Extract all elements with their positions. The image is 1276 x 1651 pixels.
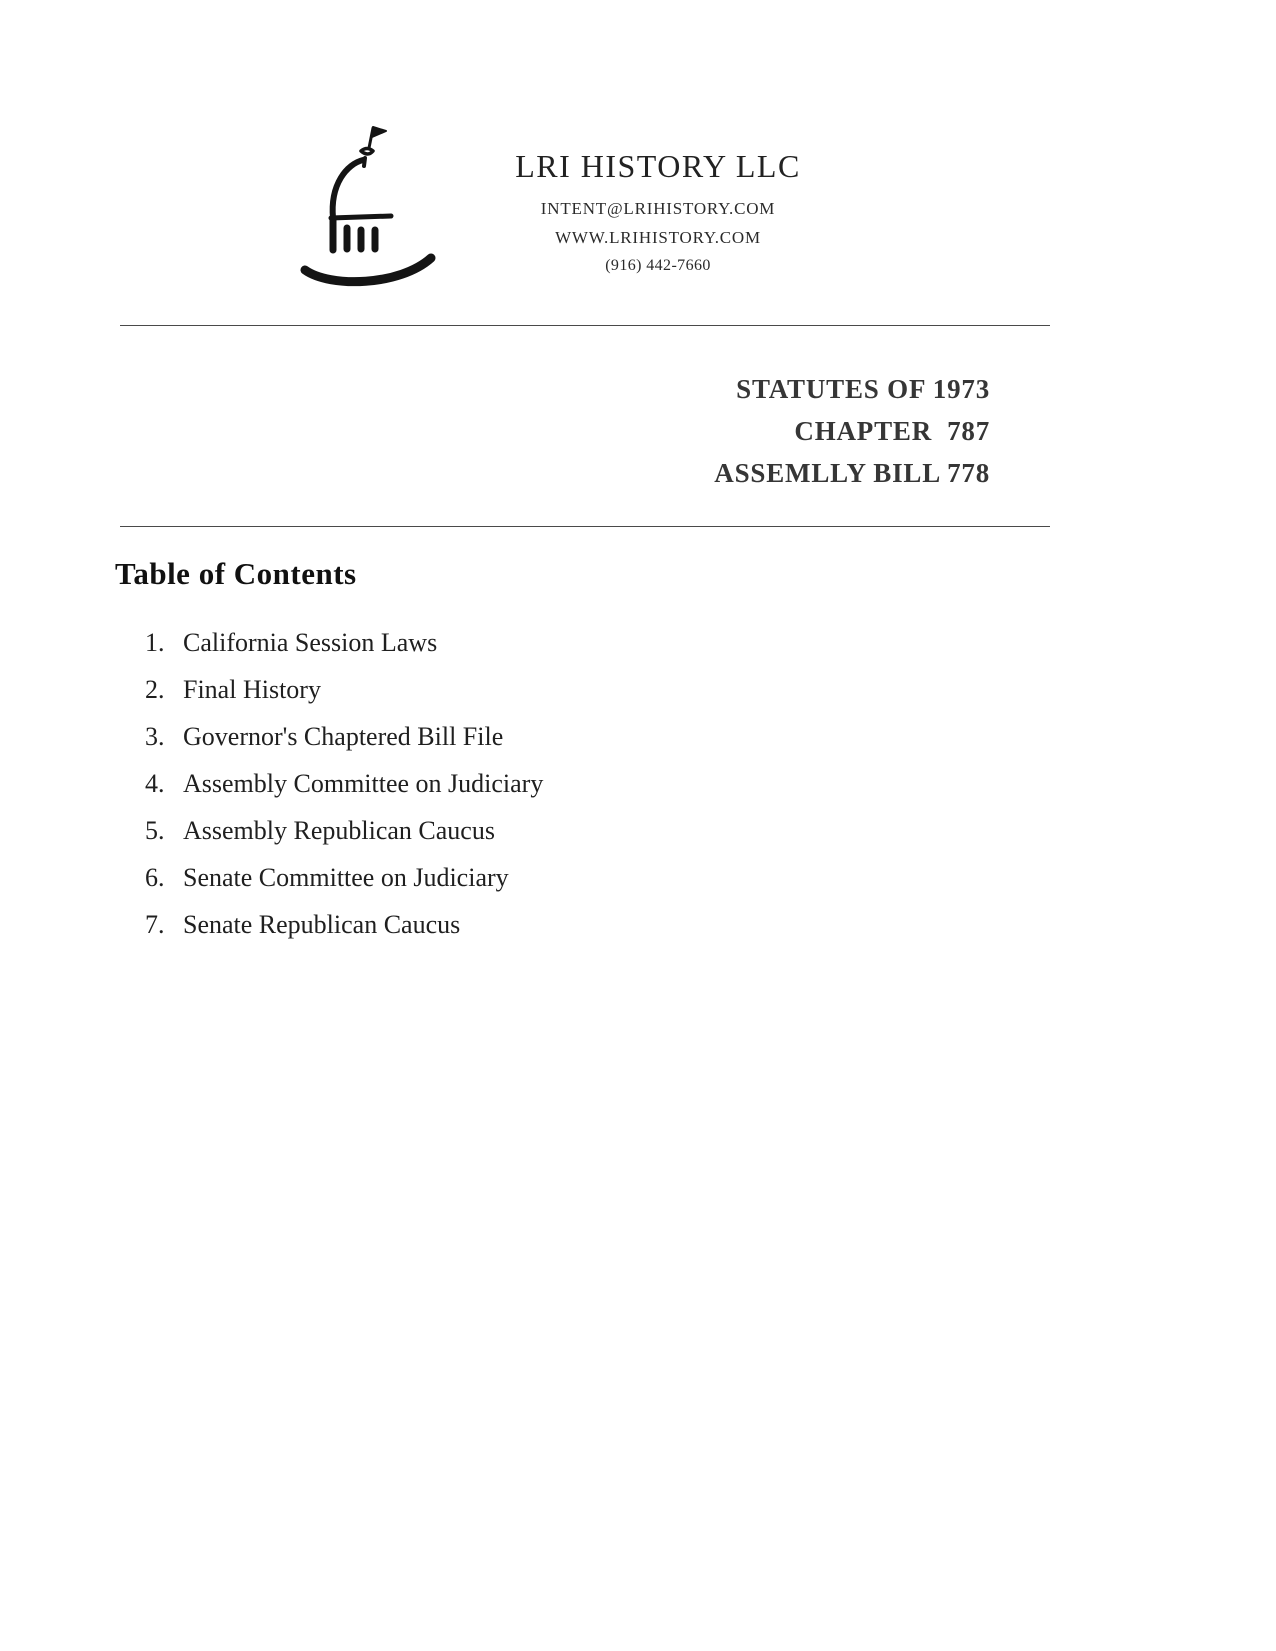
toc-heading: Table of Contents xyxy=(115,556,357,591)
letterhead xyxy=(295,118,823,293)
toc-item-label: Senate Committee on Judiciary xyxy=(183,863,509,892)
divider-top xyxy=(120,325,1050,326)
document-title-block xyxy=(714,368,990,494)
toc-item xyxy=(115,630,1075,656)
toc-item xyxy=(115,912,1075,938)
divider-bottom xyxy=(120,526,1050,527)
toc-item-label: Assembly Committee on Judiciary xyxy=(183,769,544,798)
toc-item-number: 1. xyxy=(145,628,165,657)
company-name: LRI HISTORY LLC xyxy=(515,148,801,184)
toc-item xyxy=(115,818,1075,844)
toc-item-label: Senate Republican Caucus xyxy=(183,910,461,939)
chapter-line: CHAPTER 787 xyxy=(794,416,990,446)
toc-item xyxy=(115,771,1075,797)
toc-list xyxy=(115,630,1075,938)
toc-item-label: Governor's Chaptered Bill File xyxy=(183,722,504,751)
assembly-bill-line: ASSEMLLY BILL 778 xyxy=(714,458,990,488)
toc-item-number: 2. xyxy=(145,675,165,704)
company-block xyxy=(493,148,823,275)
toc-item-label: California Session Laws xyxy=(183,628,438,657)
toc-item xyxy=(115,724,1075,750)
toc-item-label: Assembly Republican Caucus xyxy=(183,816,495,845)
toc-item-number: 7. xyxy=(145,910,165,939)
company-email: INTENT@LRIHISTORY.COM xyxy=(540,199,776,218)
toc-item-number: 6. xyxy=(145,863,165,892)
toc-item xyxy=(115,677,1075,703)
company-phone: (916) 442-7660 xyxy=(605,257,711,274)
toc-item-label: Final History xyxy=(183,675,321,704)
company-website: WWW.LRIHISTORY.COM xyxy=(555,228,761,247)
toc-item-number: 4. xyxy=(145,769,165,798)
statutes-line: STATUTES OF 1973 xyxy=(736,374,990,404)
capitol-dome-logo-icon xyxy=(295,118,445,293)
table-of-contents xyxy=(115,556,1075,959)
toc-item-number: 5. xyxy=(145,816,165,845)
toc-item xyxy=(115,865,1075,891)
toc-item-number: 3. xyxy=(145,722,165,751)
